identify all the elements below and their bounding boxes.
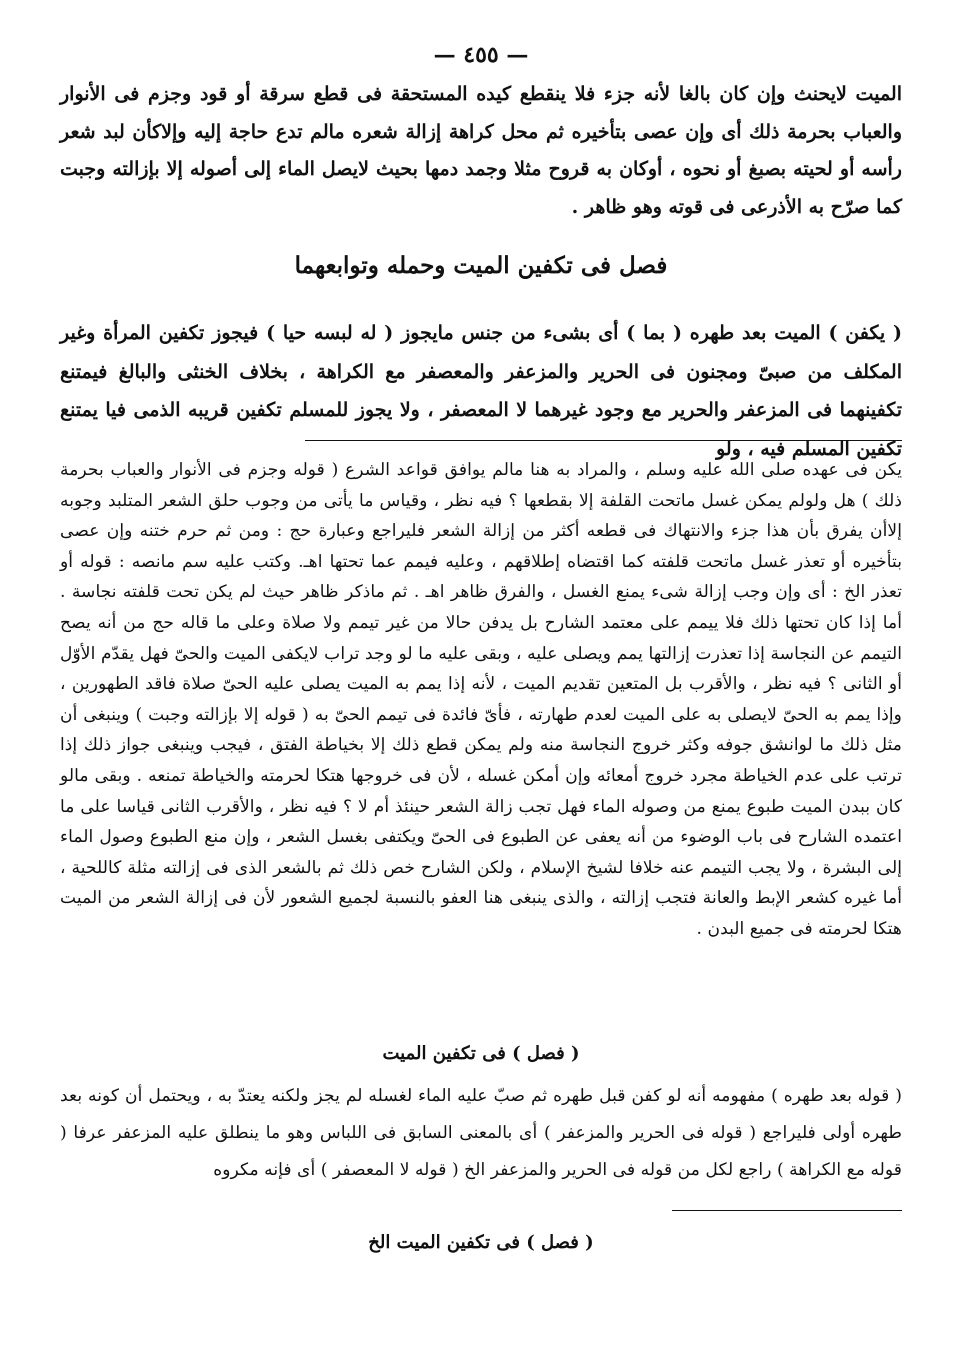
commentary-separator-rule bbox=[305, 440, 902, 441]
section-title: فصل فى تكفين الميت وحمله وتوابعهما bbox=[294, 252, 668, 279]
commentary-section-paragraph: ( قوله بعد طهره ) مفهومه أنه لو كفن قبل طهره ثم صبّ عليه الماء لغسله لم يجز ولكنه يعتدّ به ، ويحتمل أن كونه بعد طهره أولى فليراجع ( قوله فى الحرير والمزعفر ) أى بالمعنى السابق فى اللباس وهو ما ينطلق عليه المزعفر عرفا ( قوله مع الكراهة ) راجع لكل من قوله فى الحرير والمزعفر الخ ( قوله لا المعصفر ) أى فإنه مكروه bbox=[60, 1086, 902, 1180]
commentary-section-label: ( فصل ) فى تكفين الميت bbox=[382, 1043, 580, 1064]
footnote-separator-rule bbox=[672, 1210, 902, 1211]
main-text-top-paragraph: الميت لايحنث وإن كان بالغا لأنه جزء فلا ينقطع كيده المستحقة فى قطع سرقة أو قود وجزم فى الأنوار والعباب بحرمة ذلك أى وإن عصى بتأخيره ثم محل كراهة إزالة شعره مالم تدع حاجة إليه وإلاكأن لبد شعر رأسه أو لحيته بصبغ أو نحوه ، أوكان به قروح مثلا وجمد دمها بحيث لايصل الماء إلى أصوله إلا بإزالته وجبت كما صرّح به الأذرعى فى قوته وهو ظاهر . bbox=[60, 83, 902, 218]
main-text-body-paragraph: ( يكفن ) الميت بعد طهره ( بما ) أى بشىء من جنس مايجوز ( له لبسه حيا ) فيجوز تكفين المرأة وغير المكلف من صبىّ ومجنون فى الحرير والمزعفر والمعصفر مع الكراهة ، بخلاف الخنثى والبالغ فيمتنع تكفينهما فى المزعفر والحرير مع وجود غيرهما لا المعصفر ، ولا يجوز للمسلم تكفين قريبه الذمى فيا يمتنع تكفين المسلم فيه ، ولو bbox=[60, 322, 902, 460]
footnote-heading: ( فصل ) فى تكفين الميت الخ bbox=[368, 1232, 594, 1253]
page-number: — ٤٥٥ — bbox=[433, 42, 529, 68]
commentary-paragraph: يكن فى عهده صلى الله عليه وسلم ، والمراد به هنا مالم يوافق قواعد الشرع ( قوله وجزم فى الأنوار والعباب بحرمة ذلك ) هل ولولم يمكن غسل ماتحت القلفة إلا بقطعها ؟ فيه نظر ، وقياس ما يأتى من وجوب حلق الشعر المتلبد وجوبه إلاأن يفرق بأن هذا جزء والانتهاك فى قطعه أكثر من إزالة الشعر فليراجع وعبارة حج : ومن ثم حرم ختنه وإن عصى بتأخيره أو تعذر غسل ماتحت قلفته كما اقتضاه إطلاقهم ، وعليه فيمم عما تحتها اهـ. وكتب عليه سم مانصه : قوله أو تعذر الخ : أى وإن وجب إزالة شىء يمنع الغسل ، والفرق ظاهر اهـ . ثم ماذكر ظاهر حيث لم يكن تحت قلفته نجاسة . أما إذا كان تحتها ذلك فلا ييمم على معتمد الشارح بل يدفن حالا من غير تيمم ولا صلاة وعلى ما قاله حج من أنه يصح التيمم عن النجاسة إذا تعذرت إزالتها يمم ويصلى عليه ، وبقى عليه ما لو وجد تراب لايكفى الميت والحىّ فهل يقدّم الأوّل أو الثانى ؟ فيه نظر ، والأقرب بل المتعين تقديم الميت ، لأنه إذا يمم به الميت يصلى عليه الحىّ صلاة فاقد الطهورين ، وإذا يمم به الحىّ لايصلى به على الميت لعدم طهارته ، فأىّ فائدة فى تيمم الحىّ به ( قوله إلا بإزالته وجبت ) وينبغى أن مثل ذلك ما لوانشق جوفه وكثر خروج النجاسة منه ولم يمكن قطع ذلك إلا بخياطة الفتق ، فيجب وينبغى جواز ذلك إذا ترتب على عدم الخياطة مجرد خروج أمعائه وإن أمكن غسله ، لأن فى خروجها هتكا لحرمته والخياطة تمنعه . وبقى مالو كان ببدن الميت طبوع يمنع من وصوله الماء فهل تجب زالة الشعر حينئذ أم لا ؟ فيه نظر ، والأقرب الثانى قياسا على ما اعتمده الشارح فى باب الوضوء من أنه يعفى عن الطبوع فى الحىّ ويكتفى بغسل الشعر ، وإن منع الطبوع وصول الماء إلى البشرة ، ولا يجب التيمم عنه خلافا لشيخ الإسلام ، ولكن الشارح خص ذلك ثم بالشعر الذى فى إزالته مثلة كاللحية ، أما غيره كشعر الإبط والعانة فتجب إزالته ، والذى ينبغى هنا العفو بالنسبة لجميع الشعور لأن فى إزالة الشعر من الميت هتكا لحرمته فى جميع البدن . bbox=[60, 460, 902, 939]
